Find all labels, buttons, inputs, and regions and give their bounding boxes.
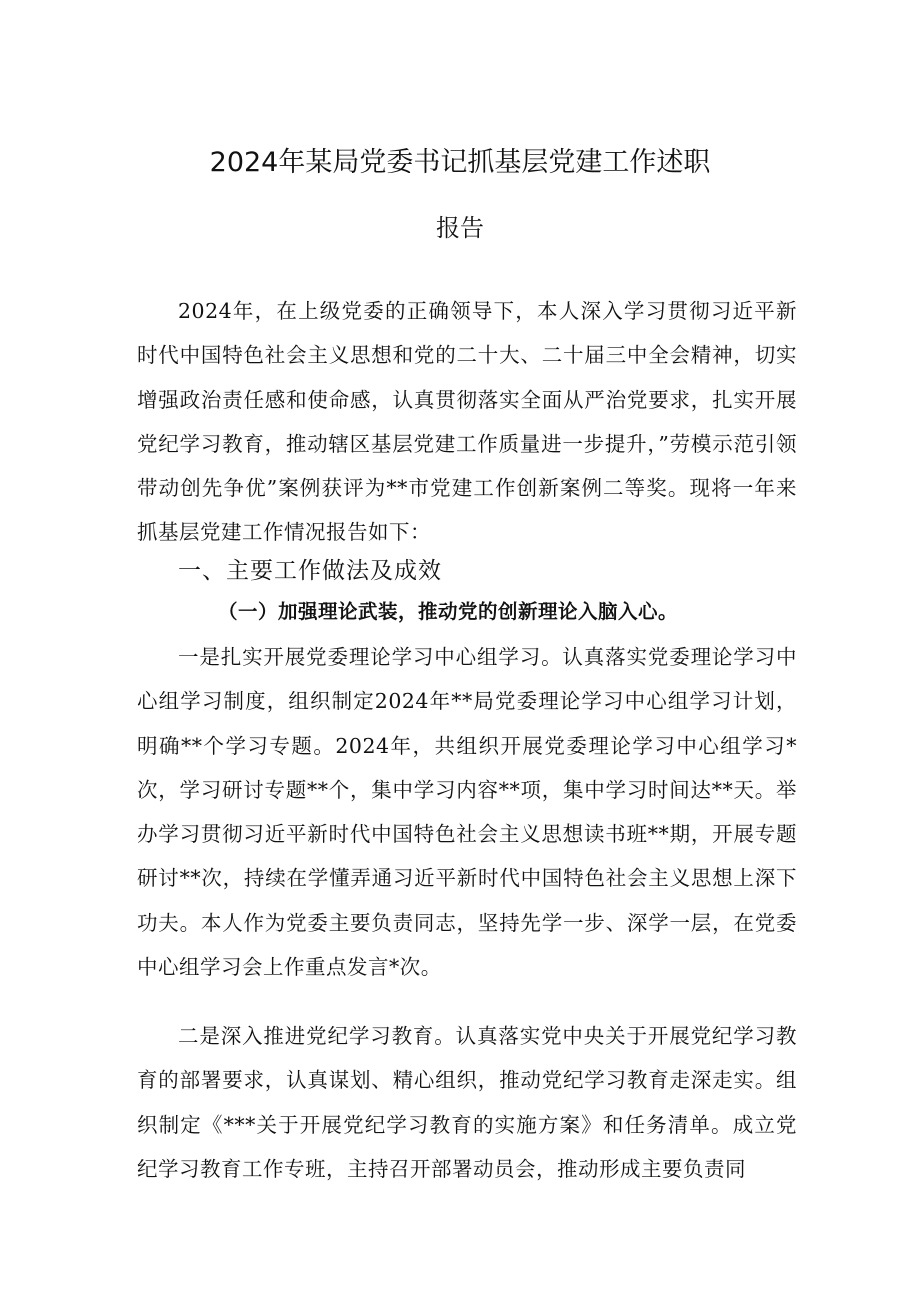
intro-paragraph: 2024年，在上级党委的正确领导下，本人深入学习贯彻习近平新时代中国特色社会主义思想和党的二十大、二十届三中全会精神，切实增强政治责任感和使命感，认真贯彻落实全面从严治党要求，扎实开展党纪学习教育，推动辖区基层党建工作质量进一步提升，”劳模示范引领带动创先争优”案例获评为**市党建工作创新案例二等奖。现将一年来抓基层党建工作情况报告如下： <box>137 299 797 545</box>
body-paragraph-2: 二是深入推进党纪学习教育。认真落实党中央关于开展党纪学习教育的部署要求，认真谋划、精心组织，推动党纪学习教育走深走实。组织制定《***关于开展党纪学习教育的实施方案》和任务清单。成立党纪学习教育工作专班，主持召开部署动员会，推动形成主要负责同 <box>137 1024 797 1181</box>
document-title-continued: 报告 <box>436 214 484 242</box>
section-heading: 一、主要工作做法及成效 <box>178 558 442 584</box>
document-title: 2024年某局党委书记抓基层党建工作述职 <box>209 147 711 178</box>
subsection-heading: （一）加强理论武装，推动党的创新理论入脑入心。 <box>218 600 679 623</box>
body-paragraph-1: 一是扎实开展党委理论学习中心组学习。认真落实党委理论学习中心组学习制度，组织制定2024年**局党委理论学习中心组学习计划，明确**个学习专题。2024年，共组织开展党委理论学习中心组学习*次，学习研讨专题**个，集中学习内容**项，集中学习时间达**天。举办学习贯彻习近平新时代中国特色社会主义思想读书班**期，开展专题研讨**次，持续在学懂弄通习近平新时代中国特色社会主义思想上深下功夫。本人作为党委主要负责同志，坚持先学一步、深学一层，在党委中心组学习会上作重点发言*次。 <box>137 645 797 980</box>
